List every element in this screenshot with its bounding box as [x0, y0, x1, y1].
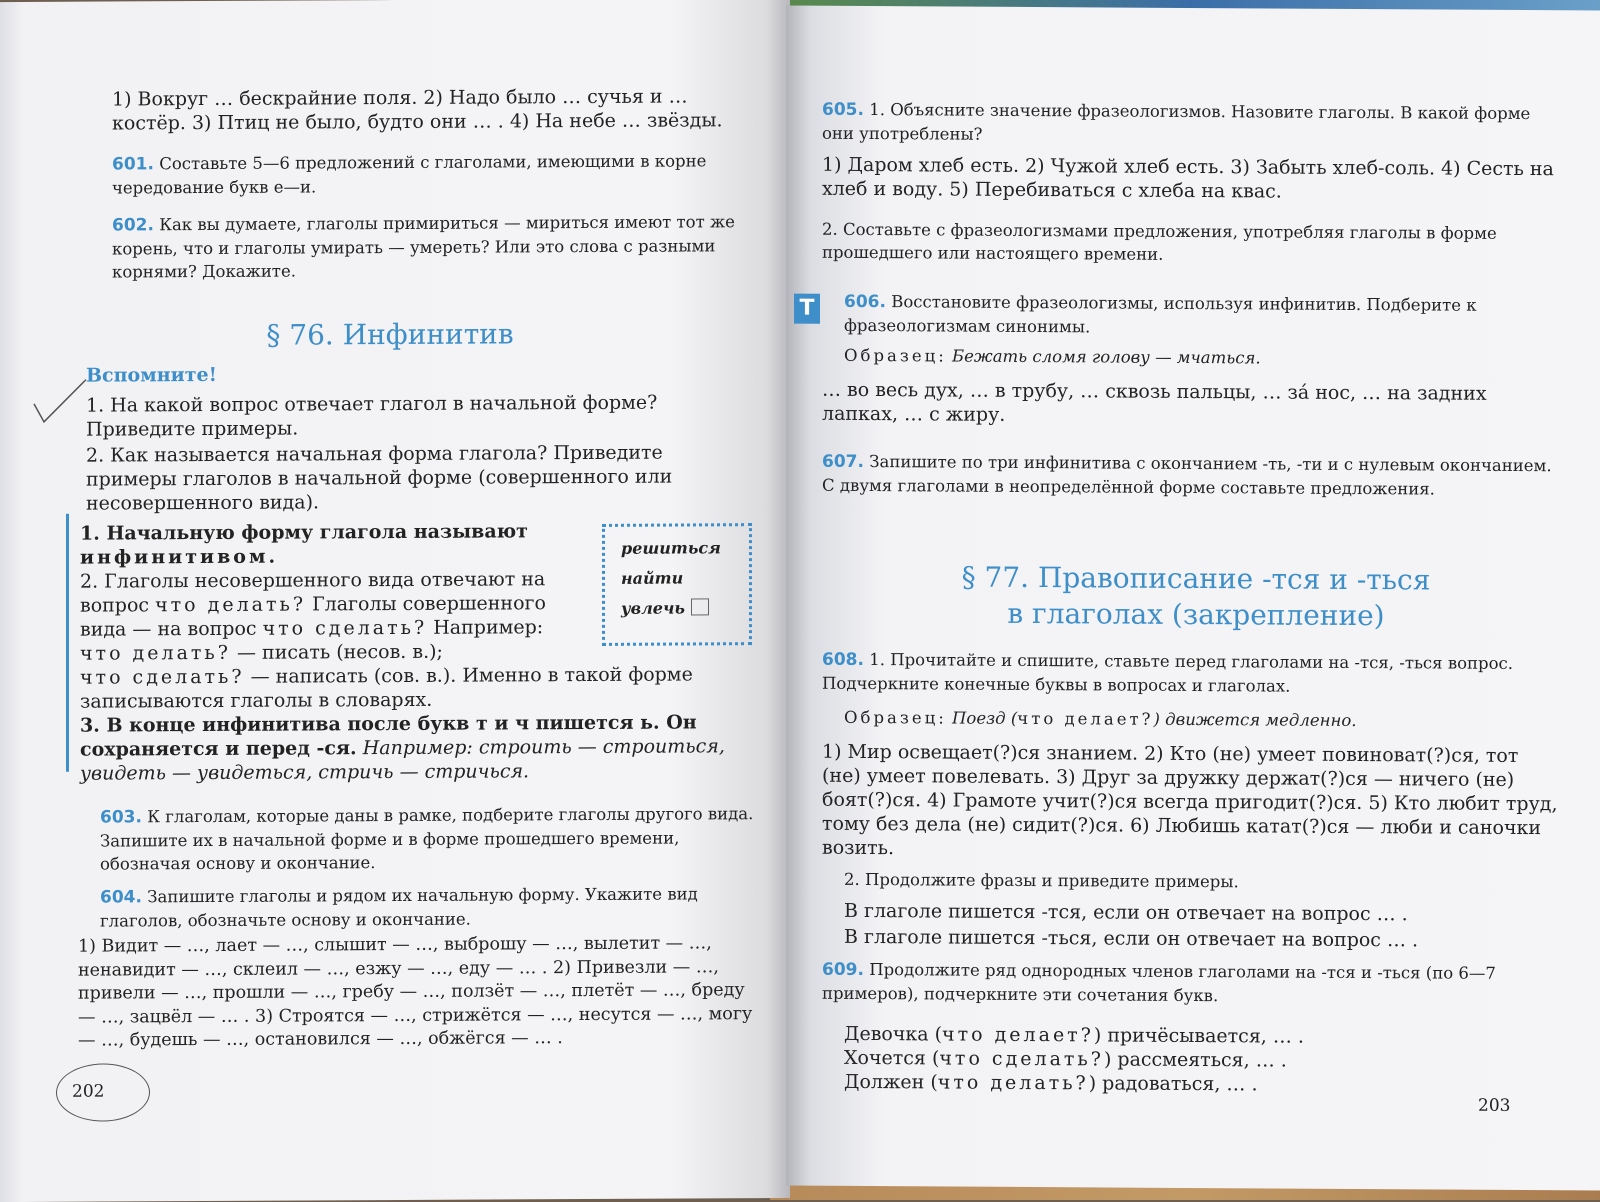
- frame-word-2: [621, 568, 683, 587]
- exercise-606: [844, 290, 1562, 341]
- exercise-606-text: Восстановите фразеологизмы, используя инфинитив. Подберите к фразеологизмам синонимы.: [844, 292, 1477, 337]
- exercise-605-number: 605.: [822, 99, 864, 120]
- exercise-605-task-2: 2. Составьте с фразеологизмами предложения, употребляя глаголы в форме прошедшего или настоящего времени.: [822, 219, 1497, 264]
- exercise-609-line-1-question: что делает?: [942, 1023, 1094, 1047]
- exercise-604: [100, 882, 756, 932]
- rule-2-cont: [80, 662, 756, 714]
- exercise-608-sample-label: Образец:: [844, 707, 947, 728]
- exercise-609-number: 609.: [822, 959, 864, 980]
- exercise-602-number: 602.: [112, 215, 154, 236]
- exercise-609-text: Продолжите ряд однородных членов глаголами на -тся и -ться (по 6—7 примеров), подчеркните эти сочетания букв.: [822, 960, 1496, 1006]
- frame-word-3: [621, 598, 709, 617]
- exercise-609-line-1-a: Девочка (: [844, 1022, 943, 1046]
- page-number-left: 202: [72, 1081, 105, 1102]
- exercise-609-line-2-a: Хочется (: [844, 1046, 940, 1070]
- rule-2-text-c: Например:: [433, 616, 544, 639]
- rule-2-question-3: что делать?: [80, 641, 231, 665]
- exercise-606-sample-text: Бежать сломя голову — мчаться.: [952, 346, 1261, 368]
- check-mark-icon: [30, 378, 90, 428]
- frame-word-1: [621, 538, 721, 558]
- exercise-604-list: 1) Видит — …, лает — …, слышит — …, выброшу — …, вылетит — …, ненавидит — …, склеил — …, езжу — …, еду — … . 2) Привезли — …, привели — …, прошли — …, гребу — …, ползёт — …, плетёт — …, бреду — …, зацвёл — … . 3) Строятся — …, стрижётся — …, несутся — …, могу — …, будешь — …, остановился — …, обжёгся — … .: [78, 933, 753, 1051]
- exercise-607-number: 607.: [822, 451, 864, 472]
- exercise-604-number: 604.: [100, 887, 142, 908]
- recall-label: Вспомните!: [86, 363, 217, 387]
- exercise-602-text: Как вы думаете, глаголы примириться — мириться имеют тот же корень, что и глаголы умирать — умереть? Или это слова с разными корнями? Докажите.: [112, 212, 735, 282]
- rule-1-text: 1. Начальную форму глагола называют: [80, 520, 528, 545]
- rule-1: [80, 519, 580, 570]
- exercise-604-text: Запишите глаголы и рядом их начальную форму. Укажите вид глаголов, обозначьте основу и окончание.: [100, 884, 698, 931]
- exercise-602: [112, 210, 752, 283]
- rule-bar: [66, 514, 69, 772]
- section-77-title-line-1: § 77. Правописание -тся и -ться: [961, 560, 1431, 597]
- rule-block-cont: [80, 662, 756, 786]
- rule-3: [80, 710, 756, 786]
- exercise-605-text: 1. Объясните значение фразеологизмов. Назовите глаголы. В какой форме они употреблены?: [822, 100, 1531, 144]
- exercise-601: [112, 149, 752, 199]
- exercise-605-list: 1) Даром хлеб есть. 2) Чужой хлеб есть. 3) Забыть хлеб-соль. 4) Сесть на хлеб и воду. 5) Перебиваться с хлеба на квас.: [822, 153, 1554, 203]
- section-77-title-line-2: в глаголах (закрепление): [1007, 596, 1385, 633]
- rule-2-question-1: что делать?: [155, 593, 307, 617]
- exercise-609: [822, 958, 1562, 1010]
- ending-box: [691, 598, 709, 615]
- exercise-605: [822, 98, 1562, 150]
- exercise-608-text: 1. Прочитайте и спишите, ставьте перед глаголами на -тся, -ться вопрос. Подчеркните конечные буквы в вопросах и глаголах.: [822, 650, 1514, 696]
- rule-2-question-4: что сделать?: [80, 665, 245, 689]
- rule-2: [80, 567, 580, 666]
- frame-word-1-text: решиться: [621, 538, 721, 558]
- rule-2-question-2: что сделать?: [262, 616, 428, 640]
- exercise-608-phrase-1: В глаголе пишется -тся, если он отвечает на вопрос … .: [844, 899, 1408, 926]
- exercise-603: [100, 802, 756, 875]
- exercise-608-sample-question: что делает?: [1017, 708, 1154, 729]
- exercise-607-text: Запишите по три инфинитива с окончанием -ть, -ти и с нулевым окончанием. С двумя глаголами в неопределённой форме составьте предложения.: [822, 452, 1552, 499]
- exercise-608-list: 1) Мир освещает(?)ся знанием. 2) Кто (не) умеет повиноват(?)ся, тот (не) умеет повелевать. 3) Друг за дружку держат(?)ся — ничего (не) боят(?)ся. 4) Грамоте учит(?)ся всегда пригодит(?)ся. 5) Кто любит труд, тому без дела (не) сидит(?)ся. 6) Любишь катат(?)ся — люби и саночки возить.: [822, 740, 1558, 860]
- exercise-606-number: 606.: [844, 291, 886, 313]
- rule-block: [80, 519, 580, 666]
- word-frame: [602, 523, 752, 646]
- rule-1-term: инфинитивом.: [80, 545, 279, 569]
- recall-question-2: 2. Как называется начальная форма глагола? Приведите примеры глаголов в начальной форме (совершенного или несовершенного вида).: [86, 441, 673, 515]
- rule-2-text-a: 2. Глаголы несовершенного вида отвечают на вопрос: [80, 568, 546, 617]
- exercise-608-sample: [844, 706, 1562, 733]
- intro-text: 1) Вокруг … бескрайние поля. 2) Надо было … сучья и … костёр. 3) Птиц не было, будто они … . 4) На небе … звёзды.: [112, 85, 723, 135]
- exercise-609-line-3-question: что делать?: [937, 1071, 1089, 1095]
- rule-3-examples: Например: строить — строиться, увидеть — увидеться, стричь — стричься.: [80, 735, 725, 785]
- exercise-608-number: 608.: [822, 649, 864, 670]
- rule-2-example-2: — написать (сов. в.). Именно в такой форме записываются глаголы в словарях.: [80, 663, 693, 713]
- rule-2-text-b: Глаголы совершенного вида — на вопрос: [80, 592, 546, 641]
- exercise-609-line-3-b: ) радоваться, … .: [1088, 1072, 1258, 1096]
- exercise-608-phrase-2: В глаголе пишется -ться, если он отвечает на вопрос … .: [844, 925, 1419, 952]
- exercise-603-text: К глаголам, которые даны в рамке, подберите глаголы другого вида. Запишите их в начальной форме и в форме прошедшего времени, обозначая основу и окончание.: [100, 804, 754, 874]
- exercise-607: [822, 450, 1562, 502]
- frame-word-3-text: увлечь: [621, 598, 685, 618]
- exercise-601-text: Составьте 5—6 предложений с глаголами, имеющими в корне чередование букв е—и.: [112, 151, 707, 198]
- exercise-606-sample-label: Образец:: [844, 345, 947, 366]
- exercise-608-task-2: 2. Продолжите фразы и приведите примеры.: [844, 869, 1239, 892]
- left-page: [0, 0, 790, 1202]
- page-number-right: 203: [1478, 1095, 1511, 1116]
- right-page: [786, 6, 1600, 1191]
- exercise-608: [822, 648, 1562, 700]
- recall-question-1: 1. На какой вопрос отвечает глагол в начальной форме? Приведите примеры.: [86, 391, 658, 441]
- exercise-609-line-1-b: ) причёсывается, … .: [1093, 1024, 1304, 1048]
- exercise-609-line-3: [844, 1070, 1562, 1098]
- exercise-606-list: … во весь дух, … в трубу, … сквозь пальцы, … за́ нос, … на задних лапках, … с жиру.: [822, 378, 1487, 426]
- exercise-609-line-2-question: что сделать?: [939, 1047, 1104, 1071]
- exercise-609-line-2-b: ) рассмеяться, … .: [1103, 1048, 1287, 1072]
- exercise-606-sample: [844, 344, 1562, 371]
- rule-2-example-1: — писать (несов. в.);: [236, 640, 443, 664]
- exercise-608-sample-b: ) движется медленно.: [1153, 709, 1357, 730]
- frame-word-2-text: найти: [621, 568, 684, 588]
- exercise-601-number: 601.: [112, 154, 154, 175]
- exercise-609-line-3-a: Должен (: [844, 1070, 938, 1094]
- section-76-title: § 76. Инфинитив: [266, 317, 514, 352]
- exercise-608-sample-a: Поезд (: [952, 708, 1018, 728]
- rule-3-text: 3. В конце инфинитива после букв т и ч пишется ь. Он сохраняется и перед -ся.: [80, 711, 697, 761]
- test-badge-icon: Т: [794, 294, 820, 324]
- exercise-603-number: 603.: [100, 807, 142, 828]
